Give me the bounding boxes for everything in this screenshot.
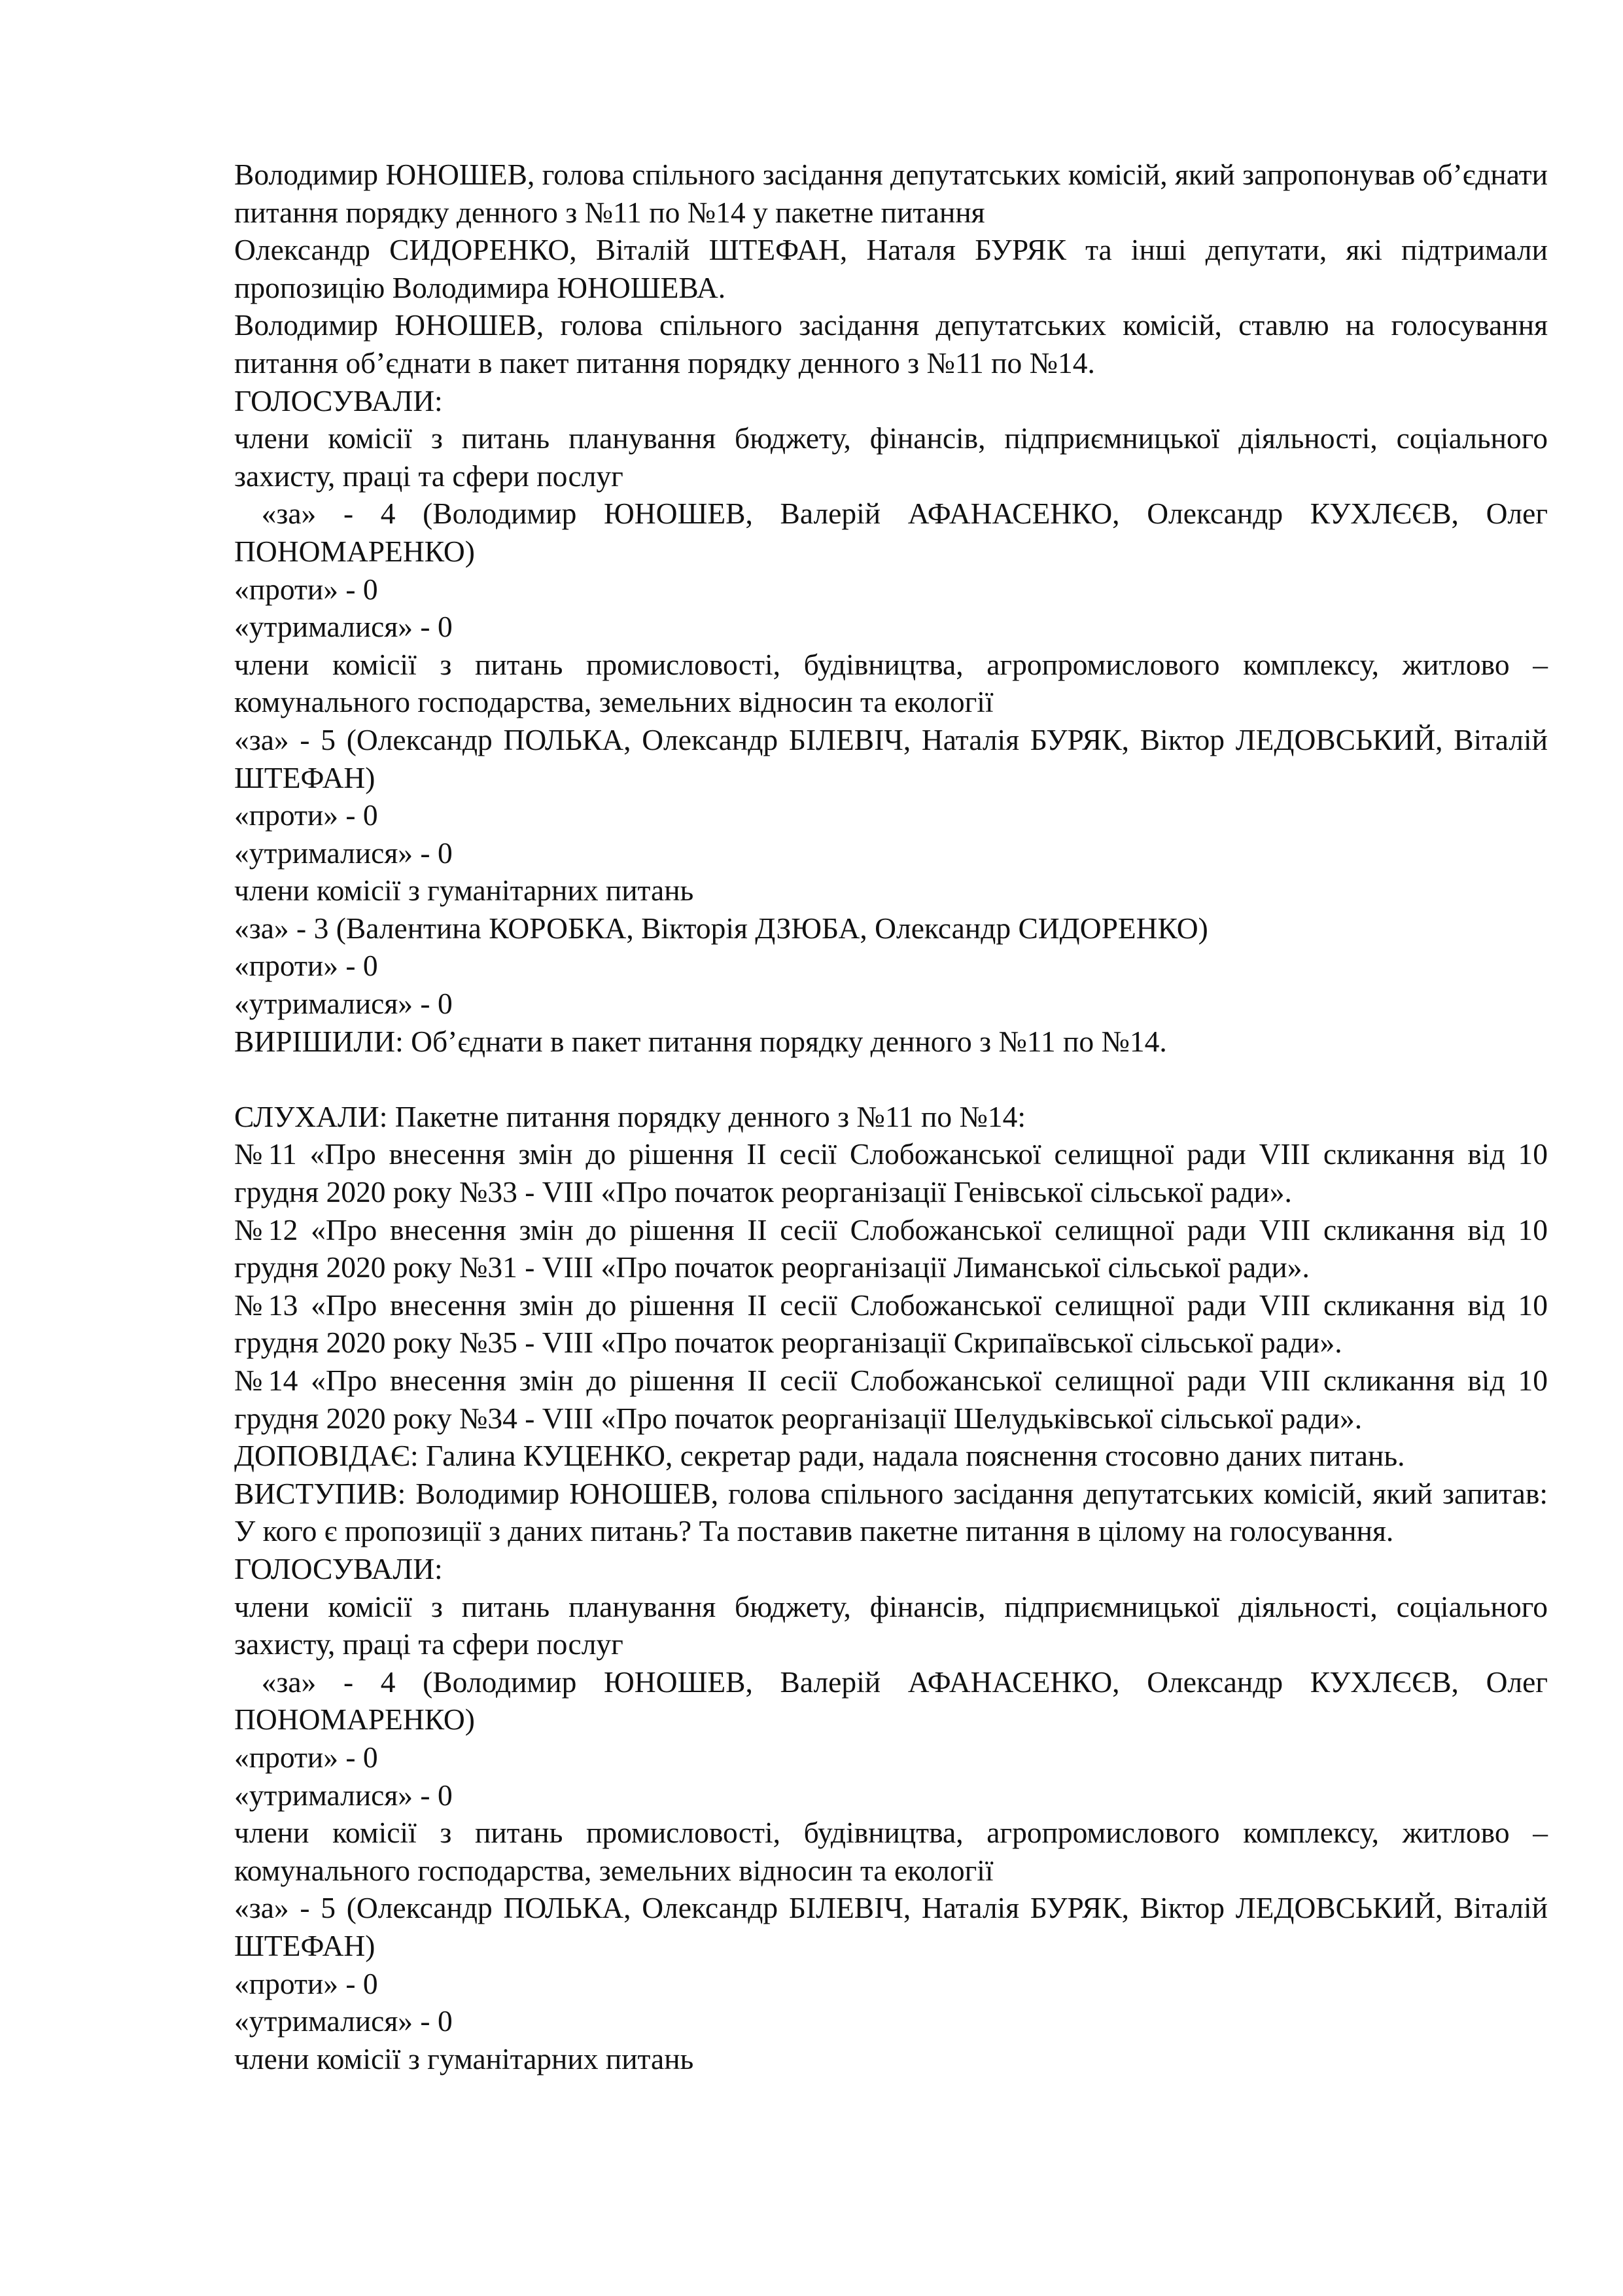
paragraph-support: Олександр СИДОРЕНКО, Віталій ШТЕФАН, Наталя БУРЯК та інші депутати, які підтримали пропозицію Володимира ЮНОШЕВА. — [234, 233, 1548, 304]
committee-humanitarian: члени комісії з гуманітарних питань — [234, 874, 694, 908]
committee-industry: члени комісії з питань промисловості, будівництва, агропромислового комплексу, житлово – комунального господарства, земельних відносин та екології — [234, 647, 1548, 719]
vote-for: «за» - 5 (Олександр ПОЛЬКА, Олександр БІЛЕВІЧ, Наталія БУРЯК, Віктор ЛЕДОВСЬКИЙ, Віталій ШТЕФАН) — [234, 1891, 1548, 1962]
document-page — [234, 156, 1556, 2077]
paragraph-proposal: Володимир ЮНОШЕВ, голова спільного засідання депутатських комісій, який запропонував об’єднати питання порядку денного з №11 по №14 у пакетне питання — [234, 158, 1548, 229]
agenda-item-13: №13 «Про внесення змін до рішення ІІ сесії Слобожанської селищної ради VIII скликання від 10 грудня 2020 року №35 - VIII «Про початок реорганізації Скрипаївської сільської ради». — [234, 1288, 1548, 1360]
committee-budget: члени комісії з питань планування бюджету, фінансів, підприємницької діяльності, соціального захисту, праці та сфери послуг — [234, 421, 1548, 493]
paragraph-put-to-vote: Володимир ЮНОШЕВ, голова спільного засідання депутатських комісій, ставлю на голосування питання об’єднати в пакет питання порядку денного з №11 по №14. — [234, 308, 1548, 380]
vote-abstained: «утрималися» - 0 — [234, 1778, 453, 1812]
heading-voted: ГОЛОСУВАЛИ: — [234, 383, 443, 417]
vote-against: «проти» - 0 — [234, 798, 378, 832]
vote-for: «за» - 4 (Володимир ЮНОШЕВ, Валерій АФАНАСЕНКО, Олександр КУХЛЄЄВ, Олег ПОНОМАРЕНКО) — [234, 497, 1556, 568]
vote-for: «за» - 5 (Олександр ПОЛЬКА, Олександр БІЛЕВІЧ, Наталія БУРЯК, Віктор ЛЕДОВСЬКИЙ, Віталій ШТЕФАН) — [234, 722, 1548, 794]
vote-abstained: «утрималися» - 0 — [234, 836, 453, 870]
vote-for: «за» - 3 (Валентина КОРОБКА, Вікторія ДЗЮБА, Олександр СИДОРЕНКО) — [234, 911, 1208, 945]
committee-budget: члени комісії з питань планування бюджету, фінансів, підприємницької діяльності, соціального захисту, праці та сфери послуг — [234, 1589, 1548, 1661]
vote-abstained: «утрималися» - 0 — [234, 610, 453, 644]
vote-against: «проти» - 0 — [234, 949, 378, 983]
decision: ВИРІШИЛИ: Об’єднати в пакет питання порядку денного з №11 по №14. — [234, 1024, 1167, 1058]
speaker: ВИСТУПИВ: Володимир ЮНОШЕВ, голова спільного засідання депутатських комісій, який запитав: У кого є пропозиції з даних питань? Та поставив пакетне питання в цілому на голосування. — [234, 1476, 1548, 1548]
agenda-item-14: №14 «Про внесення змін до рішення ІІ сесії Слобожанської селищної ради VIII скликання від 10 грудня 2020 року №34 - VIII «Про початок реорганізації Шелудьківської сільської ради». — [234, 1364, 1548, 1435]
agenda-item-11: №11 «Про внесення змін до рішення ІІ сесії Слобожанської селищної ради VIII скликання від 10 грудня 2020 року №33 - VIII «Про початок реорганізації Генівської сільської ради». — [234, 1137, 1548, 1209]
blank-line — [234, 1060, 1548, 1098]
vote-abstained: «утрималися» - 0 — [234, 987, 453, 1021]
vote-for: «за» - 4 (Володимир ЮНОШЕВ, Валерій АФАНАСЕНКО, Олександр КУХЛЄЄВ, Олег ПОНОМАРЕНКО) — [234, 1665, 1556, 1737]
reporter: ДОПОВІДАЄ: Галина КУЦЕНКО, секретар ради, надала пояснення стосовно даних питань. — [234, 1439, 1405, 1473]
vote-against: «проти» - 0 — [234, 1740, 378, 1774]
vote-abstained: «утрималися» - 0 — [234, 2004, 453, 2038]
heard-heading: СЛУХАЛИ: Пакетне питання порядку денного з №11 по №14: — [234, 1099, 1026, 1133]
vote-against: «проти» - 0 — [234, 572, 378, 606]
vote-against: «проти» - 0 — [234, 1966, 378, 2000]
heading-voted: ГОЛОСУВАЛИ: — [234, 1551, 443, 1585]
agenda-item-12: №12 «Про внесення змін до рішення ІІ сесії Слобожанської селищної ради VIII скликання від 10 грудня 2020 року №31 - VIII «Про початок реорганізації Лиманської сільської ради». — [234, 1212, 1548, 1284]
committee-humanitarian: члени комісії з гуманітарних питань — [234, 2041, 694, 2075]
committee-industry: члени комісії з питань промисловості, будівництва, агропромислового комплексу, житлово – комунального господарства, земельних відносин та екології — [234, 1816, 1548, 1887]
